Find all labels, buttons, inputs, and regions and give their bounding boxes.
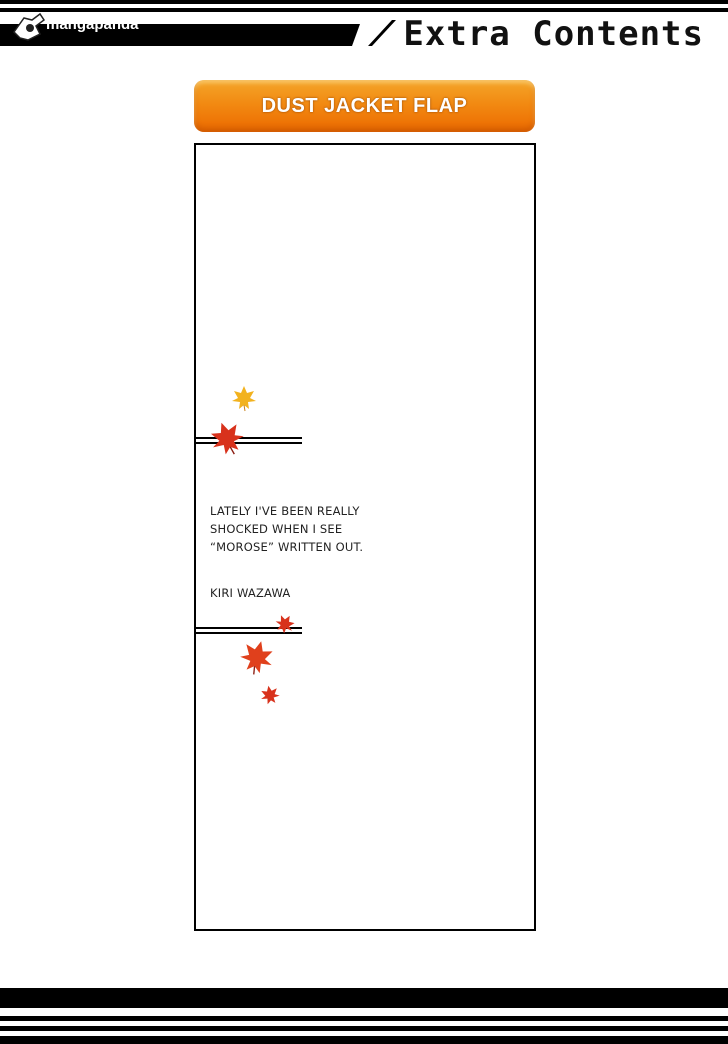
page-title: Extra Contents: [403, 14, 704, 54]
maple-leaf-icon: [238, 638, 276, 676]
footer-stripe: [0, 1026, 728, 1031]
maple-leaf-icon: [208, 419, 246, 457]
header-second-stripe: [0, 8, 728, 12]
section-banner: [194, 80, 535, 132]
maple-leaf-icon: [259, 684, 281, 706]
logo-icon: [10, 10, 50, 46]
footer-band: [0, 988, 728, 1008]
maple-leaf-icon: [230, 384, 258, 412]
footer-stripe: [0, 1036, 728, 1044]
banner-label: DUST JACKET FLAP: [261, 95, 468, 117]
maple-leaf-icon: [274, 613, 296, 635]
flap-text-line: LATELY I'VE BEEN REALLY: [210, 504, 360, 518]
flap-text-line: SHOCKED WHEN I SEE: [210, 522, 343, 536]
header-top-stripe: [0, 0, 728, 4]
flap-text-line: “MOROSE” WRITTEN OUT.: [210, 540, 364, 554]
logo-text: mangapanda: [46, 16, 139, 33]
footer-stripe: [0, 1016, 728, 1021]
author-name: KIRI WAZAWA: [210, 586, 291, 600]
